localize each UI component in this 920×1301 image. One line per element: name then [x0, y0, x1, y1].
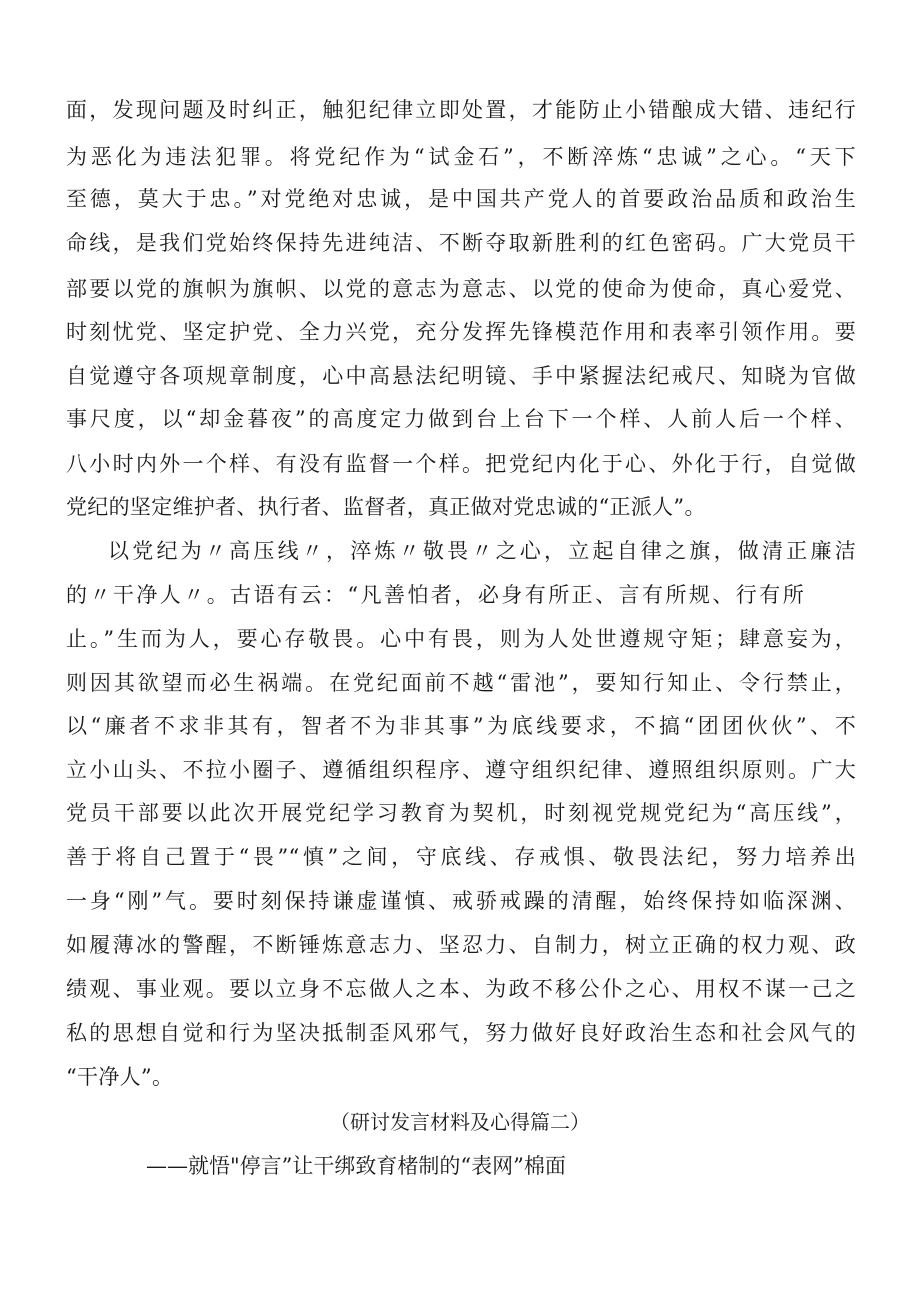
paragraph-line: 如履薄冰的警醒，不断锤炼意志力、坚忍力、自制力，树立正确的权力观、政	[66, 933, 856, 957]
paragraph-line: 止。”生而为人，要心存敬畏。心中有畏，则为人处世遵规守矩；肆意妄为，	[66, 627, 856, 651]
paragraph-line: 的〃干净人〃。古语有云：“凡善怕者，必身有所正、言有所规、行有所	[66, 583, 804, 607]
paragraph-line: 以“廉者不求非其有，智者不为非其事”为底线要求，不搞“团团伙伙”、不	[66, 714, 856, 738]
paragraph-line: 命线，是我们党始终保持先进纯洁、不断夺取新胜利的红色密码。广大党员干	[66, 231, 856, 255]
paragraph-line: 事尺度，以“却金暮夜”的高度定力做到台上台下一个样、人前人后一个样、	[66, 407, 856, 431]
paragraph-line: 自觉遵守各项规章制度，心中高悬法纪明镜、手中紧握法纪戒尺、知晓为官做	[66, 364, 856, 388]
section-subtitle: ——就悟"停言”让干绑致育楮制的“表网”棉面	[146, 1154, 566, 1178]
paragraph-line: 八小时内外一个样、有没有监督一个样。把党纪内化于心、外化于行，自觉做	[66, 452, 856, 476]
paragraph-line: 党纪的坚定维护者、执行者、监督者，真正做对党忠诚的“正派人”。	[66, 495, 706, 519]
paragraph-line: 绩观、事业观。要以立身不忘做人之本、为政不移公仆之心、用权不谋一己之	[66, 977, 856, 1001]
paragraph-line: 一身“刚”气。要时刻保持谦虚谨慎、戒骄戒躁的清醒，始终保持如临深渊、	[66, 889, 856, 913]
paragraph-line: 则因其欲望而必生祸端。在党纪面前不越“雷池”，要知行知止、令行禁止，	[66, 671, 856, 695]
section-caption: （研讨发言材料及心得篇二）	[330, 1110, 590, 1134]
paragraph-line: 为恶化为违法犯罪。将党纪作为“试金石”，不断淬炼“忠诚”之心。“天下	[66, 145, 856, 169]
paragraph-line: 党员干部要以此次开展党纪学习教育为契机，时刻视党规党纪为“高压线”，	[66, 801, 856, 825]
paragraph-line: 立小山头、不拉小圈子、遵循组织程序、遵守组织纪律、遵照组织原则。广大	[66, 758, 856, 782]
paragraph-line: 时刻忧党、坚定护党、全力兴党，充分发挥先锋模范作用和表率引领作用。要	[66, 320, 856, 344]
paragraph-line: 以党纪为〃高压线〃，淬炼〃敬畏〃之心，立起自律之旗，做清正廉洁	[108, 539, 856, 563]
paragraph-line: 善于将自己置于“畏”“慎”之间，守底线、存戒惧、敬畏法纪，努力培养出	[66, 845, 856, 869]
paragraph-line: 面，发现问题及时纠正，触犯纪律立即处置，才能防止小错酿成大错、违纪行	[66, 98, 856, 122]
paragraph-line: 私的思想自觉和行为坚决抵制歪风邪气，努力做好良好政治生态和社会风气的	[66, 1021, 856, 1045]
paragraph-line: 部要以党的旗帜为旗帜、以党的意志为意志、以党的使命为使命，真心爱党、	[66, 277, 856, 301]
paragraph-line: 至德，莫大于忠。”对党绝对忠诚，是中国共产党人的首要政治品质和政治生	[66, 187, 856, 211]
paragraph-line: “干净人”。	[66, 1065, 174, 1089]
